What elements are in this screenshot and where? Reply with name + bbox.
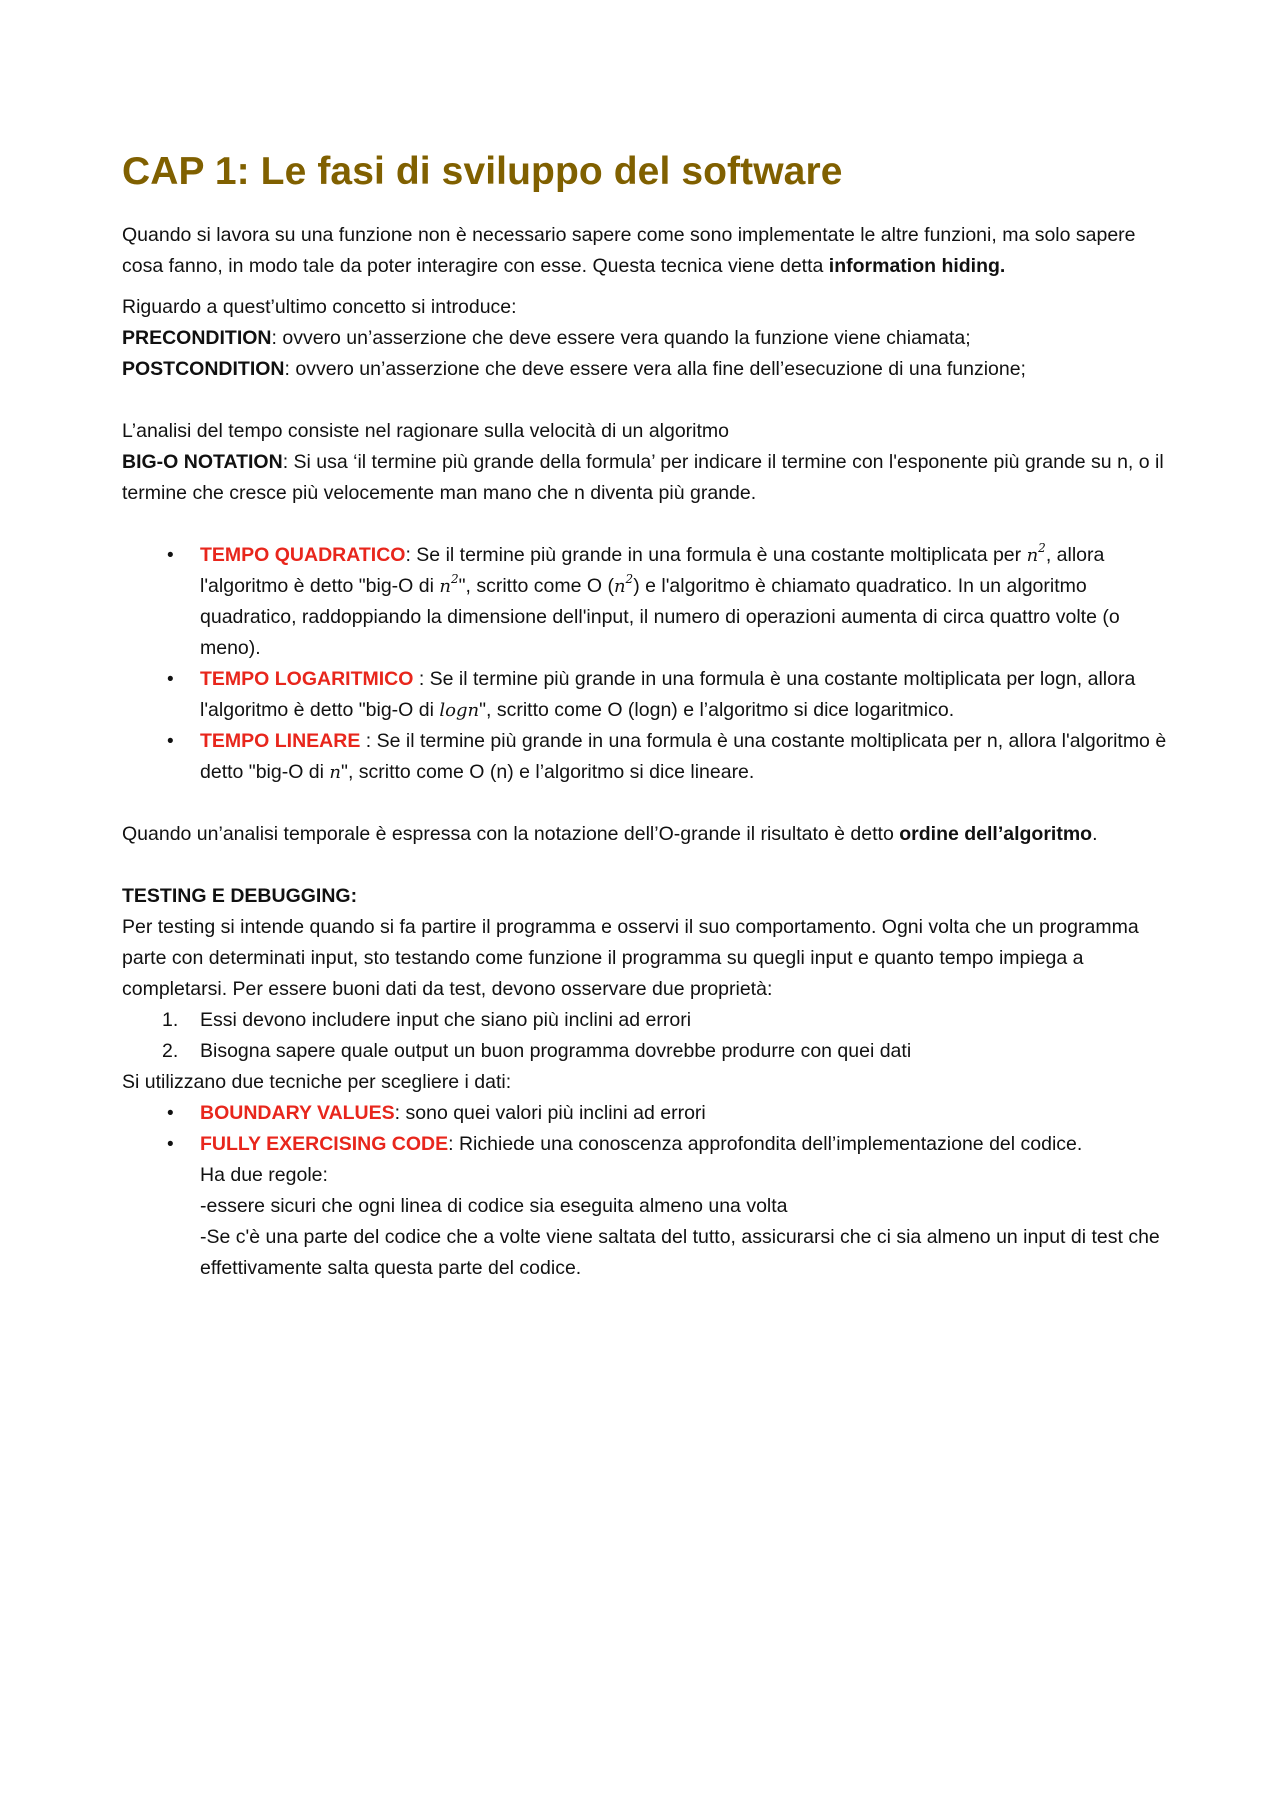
list-item xyxy=(122,1036,1172,1067)
complexity-text: ", scritto come O ( xyxy=(458,575,614,597)
conditions-lead: Riguardo a quest’ultimo concetto si introduce: xyxy=(122,296,517,318)
complexity-text: ", scritto come O (logn) e l’algoritmo si dice logaritmico. xyxy=(479,699,955,721)
math-base: n xyxy=(1026,545,1039,566)
math-term: n xyxy=(329,762,342,783)
math-exponent: 2 xyxy=(450,572,459,586)
complexity-label: TEMPO QUADRATICO xyxy=(200,544,406,566)
complexity-label: TEMPO LOGARITMICO xyxy=(200,668,414,690)
list-item xyxy=(122,1005,1172,1036)
complexity-text: : Se il termine più grande in una formula è una costante moltiplicata per n, allora l'algoritmo è detto "big-O di xyxy=(200,730,1167,783)
page-title: CAP 1: Le fasi di sviluppo del software xyxy=(122,150,843,193)
precondition-line xyxy=(122,323,1172,354)
technique-text: : Richiede una conoscenza approfondita dell’implementazione del codice. xyxy=(448,1133,1083,1155)
technique-text: : sono quei valori più inclini ad errori xyxy=(394,1102,706,1124)
list-number: 2. xyxy=(162,1040,179,1062)
bullet-icon: • xyxy=(167,1134,174,1155)
order-bold-term: ordine dell’algoritmo xyxy=(899,823,1093,845)
intro-bold-term: information hiding. xyxy=(828,255,1006,277)
order-end: . xyxy=(1092,823,1098,845)
technique-label: FULLY EXERCISING CODE xyxy=(200,1133,449,1155)
postcondition-line xyxy=(122,354,1172,385)
bullet-icon: • xyxy=(167,669,174,690)
technique-subline: Ha due regole: xyxy=(200,1164,328,1186)
math-base: n xyxy=(613,576,626,597)
bullet-icon: • xyxy=(167,731,174,752)
intro-text: Quando si lavora su una funzione non è necessario sapere come sono implementate le altre funzioni, ma solo sapere cosa fanno, in modo tale da poter interagire con esse. Questa tecnica viene detta xyxy=(122,224,1136,277)
complexity-text: ) e l'algoritmo è chiamato quadratico. In un algoritmo quadratico, raddoppiando la dimensione dell'input, il numero di operazioni aumenta di circa quattro volte (o meno). xyxy=(200,575,1120,659)
list-item xyxy=(122,1129,1172,1284)
testing-paragraph: Per testing si intende quando si fa partire il programma e osservi il suo comportamento. Ogni volta che un programma parte con determinati input, sto testando come funzione il programma su quegli input e quanto tempo impiega a completarsi. Per essere buoni dati da test, devono osservare due proprietà: xyxy=(122,916,1139,1000)
bullet-icon: • xyxy=(167,1103,174,1124)
testing-heading-text: TESTING E DEBUGGING: xyxy=(122,885,358,907)
complexity-label: TEMPO LINEARE xyxy=(200,730,361,752)
list-item xyxy=(122,726,1172,788)
list-number: 1. xyxy=(162,1009,179,1031)
math-exponent: 2 xyxy=(1038,541,1046,555)
list-text: Bisogna sapere quale output un buon programma dovrebbe produrre con quei dati xyxy=(200,1040,912,1062)
list-item xyxy=(122,664,1172,726)
techniques-lead: Si utilizzano due tecniche per scegliere i dati: xyxy=(122,1071,512,1093)
intro-paragraph xyxy=(122,220,1172,282)
list-text: Essi devono includere input che siano più inclini ad errori xyxy=(200,1009,692,1031)
technique-subline: -essere sicuri che ogni linea di codice sia eseguita almeno una volta xyxy=(200,1195,788,1217)
bigo-paragraph xyxy=(122,447,1172,509)
bigo-label: BIG-O NOTATION xyxy=(122,451,283,473)
precondition-text: : ovvero un’asserzione che deve essere vera quando la funzione viene chiamata; xyxy=(271,327,971,349)
complexity-text: , allora l'algoritmo è detto "big-O di xyxy=(200,544,1105,597)
complexity-text: : Se il termine più grande in una formula è una costante moltiplicata per logn, allora l'algoritmo è detto "big-O di xyxy=(200,668,1136,721)
postcondition-text: : ovvero un’asserzione che deve essere vera alla fine dell’esecuzione di una funzione; xyxy=(284,358,1026,380)
math-base: n xyxy=(439,576,451,597)
precondition-label: PRECONDITION xyxy=(122,327,272,349)
math-term xyxy=(613,572,634,597)
postcondition-label: POSTCONDITION xyxy=(122,358,285,380)
math-term: logn xyxy=(439,700,480,721)
bullet-icon: • xyxy=(167,545,174,566)
math-term xyxy=(1026,541,1046,566)
technique-label: BOUNDARY VALUES xyxy=(200,1102,395,1124)
document-page xyxy=(122,150,1172,1284)
properties-list xyxy=(122,1005,1172,1067)
math-exponent: 2 xyxy=(625,572,634,586)
list-item xyxy=(122,1098,1172,1129)
complexity-list xyxy=(122,540,1172,788)
techniques-list xyxy=(122,1098,1172,1284)
complexity-text: ", scritto come O (n) e l’algoritmo si dice lineare. xyxy=(341,761,755,783)
technique-subline: -Se c'è una parte del codice che a volte viene saltata del tutto, assicurarsi che ci sia almeno un input di test che effettivamente salta questa parte del codice. xyxy=(200,1226,1160,1279)
list-item xyxy=(122,540,1172,664)
complexity-text: : Se il termine più grande in una formula è una costante moltiplicata per xyxy=(405,544,1027,566)
order-paragraph xyxy=(122,819,1172,850)
order-text: Quando un’analisi temporale è espressa con la notazione dell’O-grande il risultato è detto xyxy=(122,823,900,845)
testing-heading xyxy=(122,881,1172,912)
analysis-lead: L’analisi del tempo consiste nel ragionare sulla velocità di un algoritmo xyxy=(122,420,730,442)
math-term xyxy=(439,572,459,597)
bigo-text: : Si usa ‘il termine più grande della formula’ per indicare il termine con l'esponente più grande su n, o il termine che cresce più velocemente man mano che n diventa più grande. xyxy=(122,451,1164,504)
